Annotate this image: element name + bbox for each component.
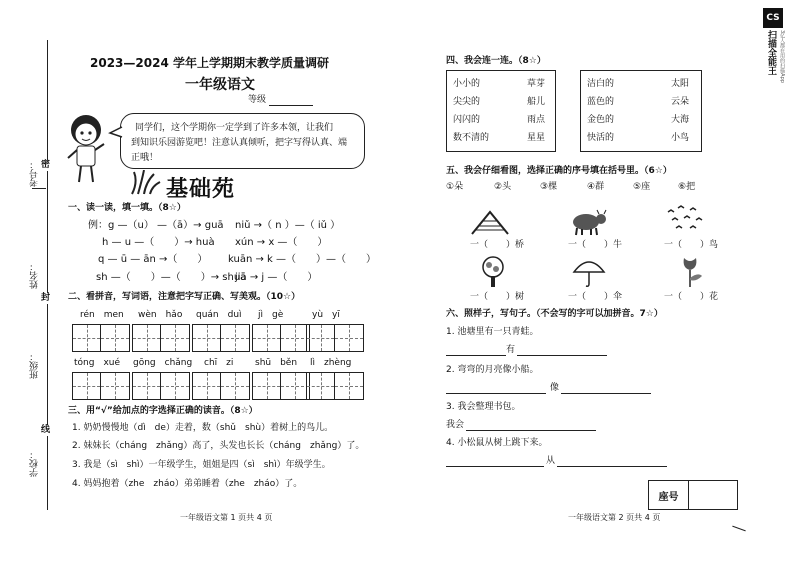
intro-text-3: 正哦！	[131, 153, 159, 163]
match-right[interactable]: 太阳	[671, 79, 690, 89]
kaohao-underline	[32, 188, 46, 189]
q2-pinyin-9: shū běn	[255, 358, 298, 368]
match-right[interactable]: 星星	[527, 133, 546, 143]
match-box-1	[446, 70, 556, 152]
bubble-tail	[108, 125, 124, 139]
q6-answer-3[interactable]: 我会	[446, 420, 596, 431]
intro-text-2: 到知识乐园游览吧！注意认真倾听，把字写得认真、端	[131, 138, 348, 148]
q2-pinyin-3: quán duì	[196, 310, 242, 320]
bridge-icon	[470, 208, 510, 236]
q5-option: ①朵	[446, 182, 464, 192]
exam-title: 2023—2024 学年上学期期末教学质量调研	[90, 56, 329, 70]
section-banner: 基础苑	[166, 176, 236, 202]
corner-mark	[732, 526, 745, 532]
q5-heading: 五、我会仔细看图，选择正确的序号填在括号里。（6☆）	[446, 166, 672, 176]
seat-label: 座号	[649, 481, 689, 509]
blank-cow[interactable]: 一（ ）牛	[568, 240, 623, 250]
writing-grid[interactable]	[252, 372, 310, 400]
q4-heading: 四、我会连一连。（8☆）	[446, 56, 546, 66]
q1-row3-right[interactable]: kuān → k —（ ）—（ ）	[228, 254, 376, 265]
q5-option: ④群	[587, 182, 605, 192]
match-box-2	[580, 70, 702, 152]
label-xingming: 姓名：	[30, 262, 40, 289]
match-left[interactable]: 尖尖的	[453, 97, 481, 107]
match-right[interactable]: 云朵	[671, 97, 690, 107]
q3-line-1[interactable]: 1. 奶奶慢慢地（dì de）走着，数（shǔ shù）着树上的鸟儿。	[72, 423, 334, 433]
q1-row3-left[interactable]: q — ū — ān →（ ）	[98, 254, 208, 265]
match-right[interactable]: 船儿	[527, 97, 546, 107]
blank-bridge[interactable]: 一（ ）桥	[470, 240, 525, 250]
q2-heading: 二、看拼音，写词语，注意把字写正确、写美观。（10☆）	[68, 292, 301, 302]
match-right[interactable]: 雨点	[527, 115, 546, 125]
q5-option: ⑤座	[633, 182, 651, 192]
label-xuexiao: 学校：	[30, 450, 40, 477]
grade-field[interactable]	[248, 95, 313, 106]
seat-number-field[interactable]	[689, 481, 737, 509]
match-right[interactable]: 草芽	[527, 79, 546, 89]
speech-bubble	[120, 113, 365, 169]
blank-tree[interactable]: 一（ ）树	[470, 292, 525, 302]
q3-line-4[interactable]: 4. 妈妈抱着（zhe zháo）弟弟睡着（zhe zháo）了。	[72, 479, 303, 489]
q5-option: ③棵	[540, 182, 558, 192]
writing-grid[interactable]	[192, 372, 250, 400]
writing-grid[interactable]	[306, 324, 364, 352]
match-left[interactable]: 蓝色的	[587, 97, 615, 107]
q1-row2-right[interactable]: xún → x —（ ）	[235, 237, 328, 248]
q1-row2-left[interactable]: h — u —（ ）→ huà	[102, 237, 215, 248]
match-left[interactable]: 数不清的	[453, 133, 490, 143]
q6-example-2: 2. 弯弯的月亮像小船。	[446, 365, 539, 375]
blank-flower[interactable]: 一（ ）花	[664, 292, 719, 302]
match-left[interactable]: 金色的	[587, 115, 615, 125]
q2-pinyin-10: lì zhèng	[310, 358, 352, 368]
q3-line-2[interactable]: 2. 妹妹长（cháng zhǎng）高了，头发也长长（cháng zhǎng）了。	[72, 441, 365, 451]
q6-example-4: 4. 小松鼠从树上跳下来。	[446, 438, 548, 448]
q2-pinyin-2: wèn hǎo	[138, 310, 183, 320]
blank-umbrella[interactable]: 一（ ）伞	[568, 292, 623, 302]
seat-number-box[interactable]	[648, 480, 738, 510]
match-left[interactable]: 快活的	[587, 133, 615, 143]
label-kaohao: 考号：	[30, 160, 40, 187]
q1-row4-right[interactable]: jiā → j —（ ）	[235, 272, 318, 283]
intro-text-1: 同学们，这个学期你一定学到了许多本领，让我们	[135, 123, 334, 133]
match-right[interactable]: 大海	[671, 115, 690, 125]
match-left[interactable]: 洁白的	[587, 79, 615, 89]
q2-pinyin-5: yù yī	[312, 310, 340, 320]
q1-row1-right: niǔ →（ n ）—（ iǔ ）	[235, 220, 341, 231]
q1-row1-left: 例：g —（u） —（ā）→ guā	[88, 220, 224, 231]
writing-grid[interactable]	[132, 324, 190, 352]
q1-row4-left[interactable]: sh —（ ）—（ ）→ shuā	[96, 272, 247, 283]
flower-icon	[676, 254, 704, 288]
footer-right: 一年级语文第 2 页共 4 页	[568, 513, 661, 522]
match-left[interactable]: 小小的	[453, 79, 481, 89]
q2-pinyin-8: chī zi	[204, 358, 234, 368]
student-cartoon-icon	[64, 110, 110, 186]
q5-option: ②头	[494, 182, 512, 192]
q6-example-1: 1. 池塘里有一只青蛙。	[446, 327, 539, 337]
q2-pinyin-1: rén men	[80, 310, 124, 320]
grass-icon	[128, 170, 162, 196]
q2-pinyin-7: gōng chǎng	[133, 358, 193, 368]
grade-label: 等级	[248, 95, 267, 105]
exam-subject: 一年级语文	[185, 77, 255, 93]
label-banji: 班级：	[30, 352, 40, 379]
birds-icon	[664, 204, 706, 234]
writing-grid[interactable]	[306, 372, 364, 400]
q2-pinyin-6: tóng xué	[74, 358, 121, 368]
seal-xian: 线	[41, 425, 51, 435]
q6-example-3: 3. 我会整理书包。	[446, 402, 521, 412]
q6-answer-1[interactable]: 有	[446, 345, 607, 356]
tree-icon	[480, 256, 506, 288]
writing-grid[interactable]	[72, 324, 130, 352]
writing-grid[interactable]	[192, 324, 250, 352]
q6-heading: 六、照样子，写句子。（不会写的字可以加拼音。7☆）	[446, 309, 663, 319]
seal-feng: 封	[41, 293, 51, 303]
watermark-title: 扫描全能王	[766, 30, 776, 75]
match-left[interactable]: 闪闪的	[453, 115, 481, 125]
watermark-subtitle: 3亿人都在用的扫描App	[779, 30, 785, 83]
umbrella-icon	[572, 256, 606, 288]
cow-icon	[568, 208, 608, 236]
q6-answer-4[interactable]: 从	[446, 456, 667, 467]
q2-pinyin-4: jì gè	[258, 310, 284, 320]
writing-grid[interactable]	[252, 324, 310, 352]
q3-heading: 三、用“√”给加点的字选择正确的读音。（8☆）	[68, 406, 258, 416]
writing-grid[interactable]	[72, 372, 130, 400]
q5-option: ⑥把	[678, 182, 696, 192]
match-right[interactable]: 小鸟	[671, 133, 690, 143]
scanner-logo-icon: CS	[763, 8, 783, 28]
seal-mi: 密	[41, 160, 51, 170]
writing-grid[interactable]	[132, 372, 190, 400]
blank-birds[interactable]: 一（ ）鸟	[664, 240, 719, 250]
q1-heading: 一、读一读，填一填。（8☆）	[68, 203, 186, 213]
footer-left: 一年级语文第 1 页共 4 页	[180, 513, 273, 522]
q3-line-3[interactable]: 3. 我是（sì shì）一年级学生，姐姐是四（sì shì）年级学生。	[72, 460, 331, 470]
q6-answer-2[interactable]: 像	[446, 383, 651, 394]
binding-line	[47, 40, 48, 510]
